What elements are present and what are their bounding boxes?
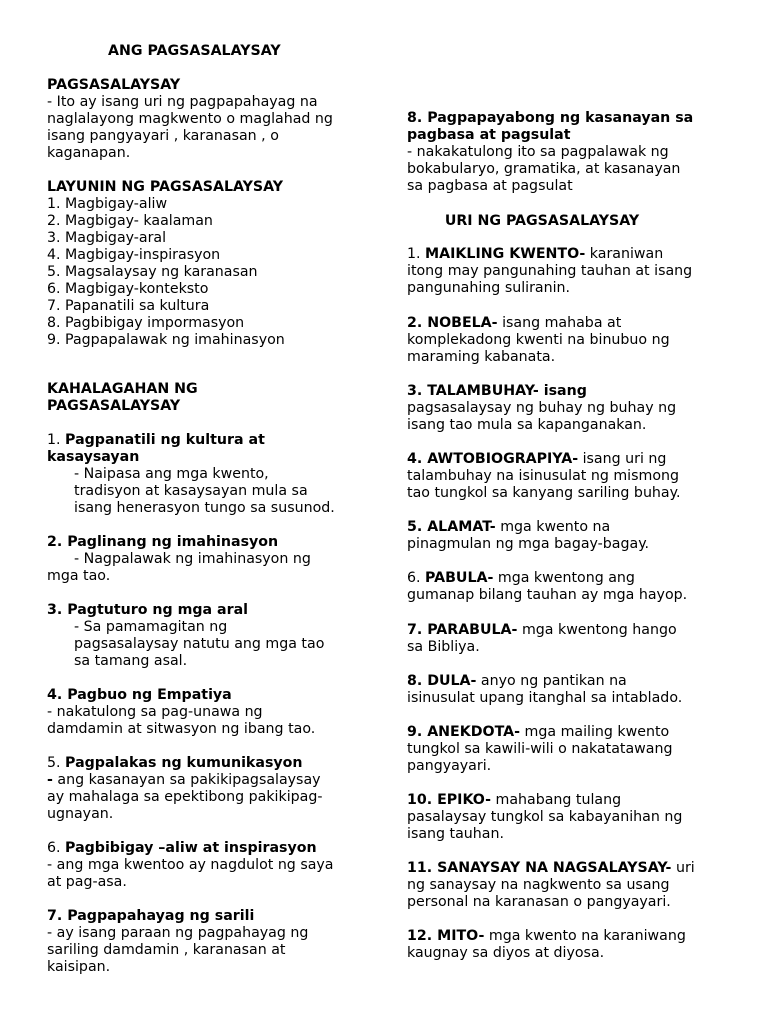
item-desc: damdamin at sitwasyon ng ibang tao. [47, 721, 316, 737]
layunin-item: 2. Magbigay- kaalaman [47, 213, 213, 229]
layunin-item: 5. Magsalaysay ng karanasan [47, 264, 258, 280]
item-desc: mga kwento na [495, 519, 611, 535]
item-desc: tradisyon at kasaysayan mula sa [74, 483, 308, 499]
kahalagahan-item-1 [47, 432, 372, 517]
item-desc: kaisipan. [47, 959, 111, 975]
item-desc: uri [671, 860, 695, 876]
kahalagahan-item-2 [47, 534, 372, 585]
item-desc: - nakakatulong ito sa pagpalawak ng [407, 144, 669, 160]
item-desc: sa tamang asal. [74, 653, 188, 669]
layunin-item: 6. Magbigay-konteksto [47, 281, 209, 297]
item-desc: isang henerasyon tungo sa susunod. [74, 500, 335, 516]
item-desc: isang tauhan. [407, 826, 504, 842]
kahalagahan-section [47, 381, 372, 415]
item-desc: mga mailing kwento [520, 724, 670, 740]
kahalagahan-item-4 [47, 687, 372, 738]
layunin-heading: LAYUNIN NG PAGSASALAYSAY [47, 179, 284, 195]
item-title: 4. AWTOBIOGRAPIYA- [407, 451, 579, 467]
item-number: 5. [47, 755, 66, 771]
item-desc: - nakatulong sa pag-unawa ng [47, 704, 263, 720]
item-desc: pangunahing suliranin. [407, 280, 571, 296]
item-desc: mga kwentong hango [517, 622, 677, 638]
layunin-item: 7. Papanatili sa kultura [47, 298, 210, 314]
item-number: 6. [47, 840, 66, 856]
definition-line: kaganapan. [47, 145, 131, 161]
item-desc: ang kasanayan sa pakikipagsalaysay [52, 772, 321, 788]
item-title: Pagpanatili ng kultura at [65, 432, 265, 448]
layunin-section [47, 179, 372, 349]
item-title: 12. MITO- [407, 928, 485, 944]
item-title: Pagbibigay –aliw at inspirasyon [65, 840, 317, 856]
item-desc: - Naipasa ang mga kwento, [74, 466, 269, 482]
layunin-item: 4. Magbigay-inspirasyon [47, 247, 221, 263]
layunin-item: 9. Pagpapalawak ng imahinasyon [47, 332, 285, 348]
item-number: 6. [407, 570, 426, 586]
item-desc: tao tungkol sa kanyang sariling buhay. [407, 485, 681, 501]
item-desc: - Sa pamamagitan ng [74, 619, 228, 635]
definition-line: isang pangyayari , karanasan , o [47, 128, 279, 144]
item-desc: pagsasalaysay ng buhay ng buhay ng [407, 400, 677, 416]
item-title: 11. SANAYSAY NA NAGSALAYSAY- [407, 860, 672, 876]
definition-heading: PAGSASALAYSAY [47, 77, 181, 93]
uri-item-4 [407, 451, 727, 502]
item-title: 7. Pagpapahayag ng sarili [47, 908, 255, 924]
item-title: 3. Pagtuturo ng mga aral [47, 602, 249, 618]
layunin-item: 1. Magbigay-aliw [47, 196, 168, 212]
item-desc: tungkol sa kawili-wili o nakatatawang [407, 741, 673, 757]
uri-item-5 [407, 519, 727, 553]
definition-line: - Ito ay isang uri ng pagpapahayag na [47, 94, 318, 110]
item-number: 1. [407, 246, 426, 262]
item-desc: pasalaysay tungkol sa kabayanihan ng [407, 809, 683, 825]
item-desc: sa Bibliya. [407, 639, 480, 655]
item-title: PABULA- [425, 570, 494, 586]
uri-item-11 [407, 860, 727, 911]
item-title: 8. Pagpapayabong ng kasanayan sa [407, 110, 694, 126]
item-desc: sariling damdamin , karanasan at [47, 942, 286, 958]
item-title: Pagpalakas ng kumunikasyon [65, 755, 303, 771]
item-desc: gumanap bilang tauhan ay mga hayop. [407, 587, 688, 603]
item-desc: itong may pangunahing tauhan at isang [407, 263, 693, 279]
uri-item-10 [407, 792, 727, 843]
uri-item-8 [407, 673, 727, 707]
item-desc: isang uri ng [578, 451, 667, 467]
uri-item-1 [407, 246, 727, 297]
item-desc: isinusulat upang itanghal sa intablado. [407, 690, 683, 706]
item-title: 3. TALAMBUHAY- isang [407, 383, 587, 399]
item-title: kasaysayan [47, 449, 140, 465]
definition-section [47, 77, 372, 162]
item-title: 5. ALAMAT- [407, 519, 496, 535]
item-desc: personal na karanasan o pangyayari. [407, 894, 671, 910]
item-desc: mga kwento na karaniwang [484, 928, 686, 944]
item-desc: kaugnay sa diyos at diyosa. [407, 945, 605, 961]
item-number: 1. [47, 432, 66, 448]
item-desc: komplekadong kwenti na binubuo ng [407, 332, 670, 348]
uri-item-7 [407, 622, 727, 656]
kahalagahan-heading: KAHALAGAHAN NG [47, 381, 198, 397]
kahalagahan-item-7 [47, 908, 372, 976]
item-desc: isang tao mula sa kapanganakan. [407, 417, 647, 433]
kahalagahan-item-6 [47, 840, 372, 891]
page-title: ANG PAGSASALAYSAY [108, 43, 281, 59]
kahalagahan-heading: PAGSASALAYSAY [47, 398, 181, 414]
item-desc: - ang mga kwentoo ay nagdulot ng saya [47, 857, 334, 873]
item-title: 4. Pagbuo ng Empatiya [47, 687, 232, 703]
item-title: 2. NOBELA- [407, 315, 498, 331]
item-desc: bokabularyo, gramatika, at kasanayan [407, 161, 681, 177]
item-desc: ng sanaysay na nagkwento sa usang [407, 877, 670, 893]
item-title: pagbasa at pagsulat [407, 127, 571, 143]
uri-item-9 [407, 724, 727, 775]
item-title: 9. ANEKDOTA- [407, 724, 521, 740]
uri-item-6 [407, 570, 727, 604]
item-desc: mahabang tulang [491, 792, 622, 808]
definition-line: naglalayong magkwento o maglahad ng [47, 111, 333, 127]
item-desc: - ay isang paraan ng pagpahayag ng [47, 925, 309, 941]
item-desc: maraming kabanata. [407, 349, 556, 365]
kahalagahan-item-3 [47, 602, 372, 670]
item-desc: mga tao. [47, 568, 111, 584]
kahalagahan-item-8 [407, 110, 727, 195]
item-desc: pagsasalaysay natutu ang mga tao [74, 636, 325, 652]
item-title: 10. EPIKO- [407, 792, 492, 808]
uri-item-2 [407, 315, 727, 366]
layunin-item: 8. Pagbibigay impormasyon [47, 315, 245, 331]
uri-heading-wrap [407, 213, 677, 230]
uri-heading: URI NG PAGSASALAYSAY [444, 213, 640, 229]
item-desc: mga kwentong ang [493, 570, 635, 586]
item-dash: - [47, 772, 53, 788]
item-desc: at pag-asa. [47, 874, 127, 890]
item-title: 7. PARABULA- [407, 622, 518, 638]
item-desc: pinagmulan ng mga bagay-bagay. [407, 536, 650, 552]
layunin-item: 3. Magbigay-aral [47, 230, 167, 246]
uri-item-12 [407, 928, 727, 962]
uri-item-3 [407, 383, 727, 434]
item-desc: - Nagpalawak ng imahinasyon ng [74, 551, 311, 567]
item-desc: ugnayan. [47, 806, 114, 822]
item-desc: karaniwan [585, 246, 664, 262]
item-desc: ay mahalaga sa epektibong pakikipag- [47, 789, 323, 805]
item-desc: isang mahaba at [497, 315, 622, 331]
item-desc: talambuhay na isinusulat ng mismong [407, 468, 680, 484]
kahalagahan-item-5 [47, 755, 372, 823]
item-desc: sa pagbasa at pagsulat [407, 178, 573, 194]
item-title: MAIKLING KWENTO- [425, 246, 586, 262]
item-title: 2. Paglinang ng imahinasyon [47, 534, 279, 550]
item-desc: pangyayari. [407, 758, 492, 774]
item-title: 8. DULA- [407, 673, 477, 689]
item-desc: anyo ng pantikan na [476, 673, 627, 689]
